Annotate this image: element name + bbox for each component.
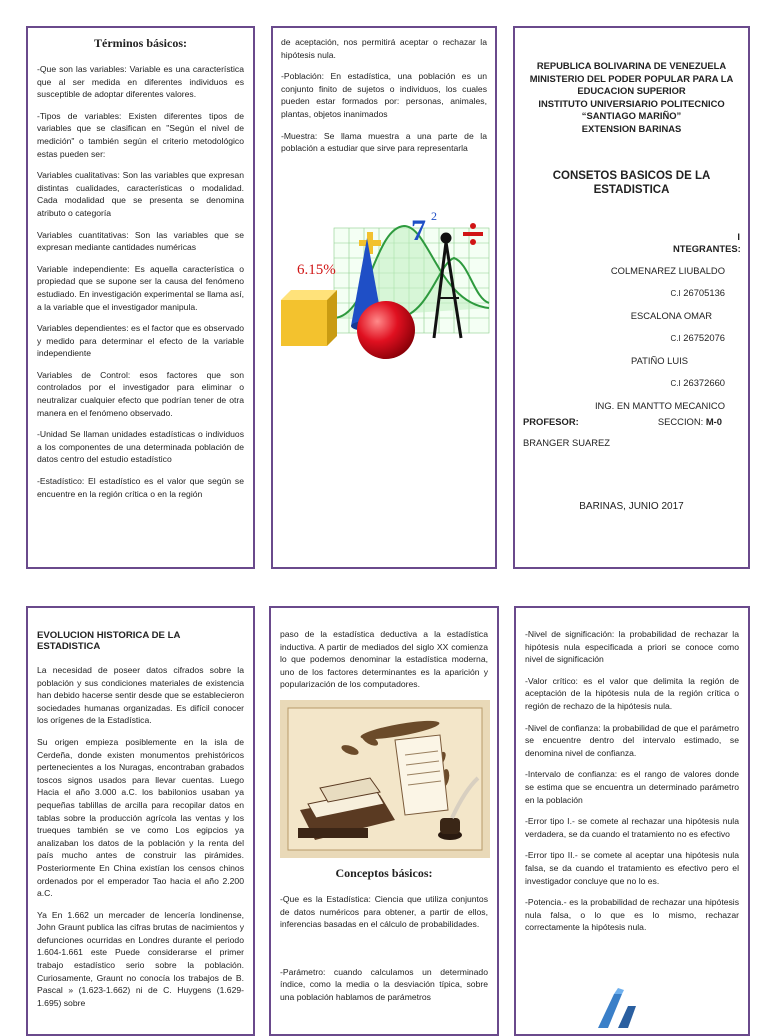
profesor-name: BRANGER SUAREZ xyxy=(523,437,610,448)
panel-poblacion-muestra xyxy=(271,26,497,569)
panel-evolucion-historica xyxy=(26,606,255,1036)
panel-terminos-basicos xyxy=(26,26,255,569)
sphere-icon xyxy=(357,301,415,359)
paragraph: Variables cualitativas: Son las variables que expresan distintas cualidades, características o modalidad. Cada modalidad que se presenta se denomina atributo o categoría xyxy=(37,170,244,218)
seccion xyxy=(658,416,722,428)
ci-value: 26752076 xyxy=(683,332,725,343)
paragraph: -Nivel de confianza: la probabilidad de que el parámetro se encuentre dentro del intervalo estimado, se denomina nivel de confianza. xyxy=(525,722,739,758)
integrantes-i: I xyxy=(737,231,740,242)
paragraph: Su origen empieza posiblemente en la isla de Cerdeña, donde existen monumentos prehistóricos pertenecientes a los Nuragas, encontraban grabados toscos signos usados para llevar cuentas. Luego Hacia el año 3.000 a.C. los babilonios usaban ya pequeñas tablillas de arcilla para recopilar datos en tablas sobre la producción agrícola las ventas y los trueques también se ve como Los egipcios ya analizaban los datos de la población y la renta del país mucho antes de construir las pirámides. Posteriormente En China existían los censos chinos ordenados por el emperador Tao hacia el año 2.200 a.C. xyxy=(37,736,244,899)
ci-value: 26372660 xyxy=(683,377,725,388)
institution-line: EXTENSION BARINAS xyxy=(581,122,682,134)
ci-label: C.I xyxy=(670,289,681,298)
paragraph: -Estadístico: El estadístico es el valor que según se encuentre en la región crítica o en la región xyxy=(37,476,244,499)
paragraph: -Unidad Se llaman unidades estadísticas o individuos a los componentes de una determinada población de datos centro del estudio estadístico xyxy=(37,429,244,465)
paragraph: -Error tipo II.- se comete al aceptar una hipótesis nula falsa, se da cuando el tratamiento es efectivo pero el investigador concluye que no lo es. xyxy=(525,850,739,886)
institution-line: “SANTIAGO MARIÑO” xyxy=(581,110,682,121)
scroll-icon xyxy=(395,735,448,815)
terminos-title: Términos básicos: xyxy=(94,36,187,50)
institution-line: REPUBLICA BOLIVARINA DE VENEZUELA xyxy=(536,60,727,71)
paragraph: Variables dependientes: es el factor que es observado y medido para determinar el efecto de la variable independiente xyxy=(37,323,244,359)
evolucion-title: EVOLUCION HISTORICA DE LA ESTADISTICA xyxy=(37,630,181,652)
paragraph: -Muestra: Se llama muestra a una parte de la población a estudiar que sirve para representarla xyxy=(281,130,487,154)
member-ci xyxy=(523,287,740,300)
member-name: PATIÑO LUIS xyxy=(631,355,688,366)
profesor-label: PROFESOR: xyxy=(523,416,579,427)
paragraph: paso de la estadística deductiva a la estadística inductiva. A partir de mediados del siglo XX comienza lo que podemos denominar la estadística moderna, uno de los factores determinantes es la aparición y popularización de los computadores. xyxy=(280,629,488,690)
panel-hipotesis-conceptos xyxy=(514,606,750,1036)
member-name: COLMENAREZ LIUBALDO xyxy=(610,265,725,276)
career: ING. EN MANTTO MECANICO xyxy=(594,400,725,411)
conceptos-title: Conceptos básicos: xyxy=(335,865,433,880)
paragraph: -Valor crítico: es el valor que delimita la región de aceptación de la hipótesis nula de la región crítica o región de rechazo de la hipótesis nula. xyxy=(525,675,739,711)
footer-place-date: BARINAS, JUNIO 2017 xyxy=(579,501,684,512)
ci-label: C.I xyxy=(670,379,681,388)
ci-label: C.I xyxy=(670,334,681,343)
paragraph: -Parámetro: cuando calculamos un determinado índice, como la media o la desviación típica, sobre una población hablamos de parámetros xyxy=(280,966,488,1002)
institution-line: MINISTERIO DEL PODER POPULAR PARA LA xyxy=(529,72,734,84)
paragraph: -Población: En estadística, una población es un conjunto finito de sujetos o individuos, los cuales pueden estar formados por: personas, animales, plantas, objetos inanimados xyxy=(281,71,487,119)
paragraph: -Potencia.- es la probabilidad de rechazar una hipótesis nula falsa, o lo que es lo mismo, rechazar correctamente la hipótesis nula. xyxy=(525,897,739,933)
title-line: ESTADISTICA xyxy=(593,184,670,196)
paragraph: -Tipos de variables: Existen diferentes tipos de variables que se clasifican en "Según el nivel de medición" o también según el criterio metodológico estas pueden ser: xyxy=(37,110,244,159)
panel-cover xyxy=(513,26,750,569)
paragraph: de aceptación, nos permitirá aceptar o rechazar la hipótesis nula. xyxy=(281,37,487,60)
integrantes-label: NTEGRANTES: xyxy=(673,243,741,254)
cube-icon xyxy=(281,290,337,346)
paragraph: -Nivel de significación: la probabilidad de rechazar la hipótesis nula especificada a priori se conoce como nivel de significación xyxy=(525,629,739,665)
paragraph: Variables de Control: esos factores que son controlados por el investigador para eliminar o neutralizar cualquier efecto que podrían tener de otra manera en el fenómeno observado. xyxy=(37,369,244,418)
document-title xyxy=(523,169,740,197)
institution-line: EDUCACION SUPERIOR xyxy=(577,85,686,96)
exponent-label: 2 xyxy=(431,209,437,223)
seccion-value: M-0 xyxy=(705,416,722,427)
paragraph: Variables cuantitativas: Son las variables que se expresan mediante cantidades numéricas xyxy=(37,229,244,253)
paragraph: -Que son las variables: Variable es una característica que al ser medida en diferentes individuos es susceptible de adoptar diferentes valores. xyxy=(37,64,244,100)
panel-conceptos-basicos xyxy=(269,606,499,1036)
member-ci xyxy=(523,377,740,390)
member-ci xyxy=(523,332,740,345)
seccion-label: SECCION: xyxy=(657,416,704,427)
paragraph: La necesidad de poseer datos cifrados sobre la población y sus condiciones materiales de existencia han debido hacerse sentir desde que se establecieron sociedades humanas organizadas. Es difícil conocer los orígenes de la Estadística. xyxy=(37,665,244,726)
history-illustration xyxy=(280,700,490,858)
paragraph: -Error tipo I.- se comete al rechazar una hipótesis nula verdadera, se da cuando el tratamiento no es efectivo xyxy=(525,816,739,839)
title-line: CONSETOS BASICOS DE LA xyxy=(552,170,711,182)
paragraph: -Que es la Estadística: Ciencia que utiliza conjuntos de datos numéricos para obtener, a partir de ellos, inferencias basadas en el cálculo de probabilidades. xyxy=(280,893,488,930)
paragraph: Variable independiente: Es aquella característica o propiedad que se supone ser la causa del fenómeno estudiado. En investigación experimental se llama así, a la variable que el investigador manipula. xyxy=(37,263,244,312)
profesor-row xyxy=(523,416,740,428)
math-clipart xyxy=(279,208,491,373)
bar-chart-clipart xyxy=(594,986,654,1033)
percent-label: 6.15% xyxy=(297,262,336,278)
ci-value: 26705136 xyxy=(683,287,725,298)
paragraph: Ya En 1.662 un mercader de lencería londinense, John Graunt publica las cifras brutas de nacimientos y defunciones ocurridas en Londres durante el periodo 1.604-1.661 este Puede considerarse el primer trabajo estadístico serio sobre la población. Curiosamente, Graunt no conocía los trabajos de B. Pascal » (1.623-1.662) ni de C. Huygens (1.629-1.695) sobre xyxy=(37,909,244,1008)
paragraph: -Intervalo de confianza: es el rango de valores donde se estima que se encuentra un determinado parámetro en la población xyxy=(525,769,739,805)
member-name: ESCALONA OMAR xyxy=(630,310,712,321)
seven-label: 7 xyxy=(411,214,426,247)
institution-line: INSTITUTO UNIVERSIARIO POLITECNICO xyxy=(538,97,725,109)
